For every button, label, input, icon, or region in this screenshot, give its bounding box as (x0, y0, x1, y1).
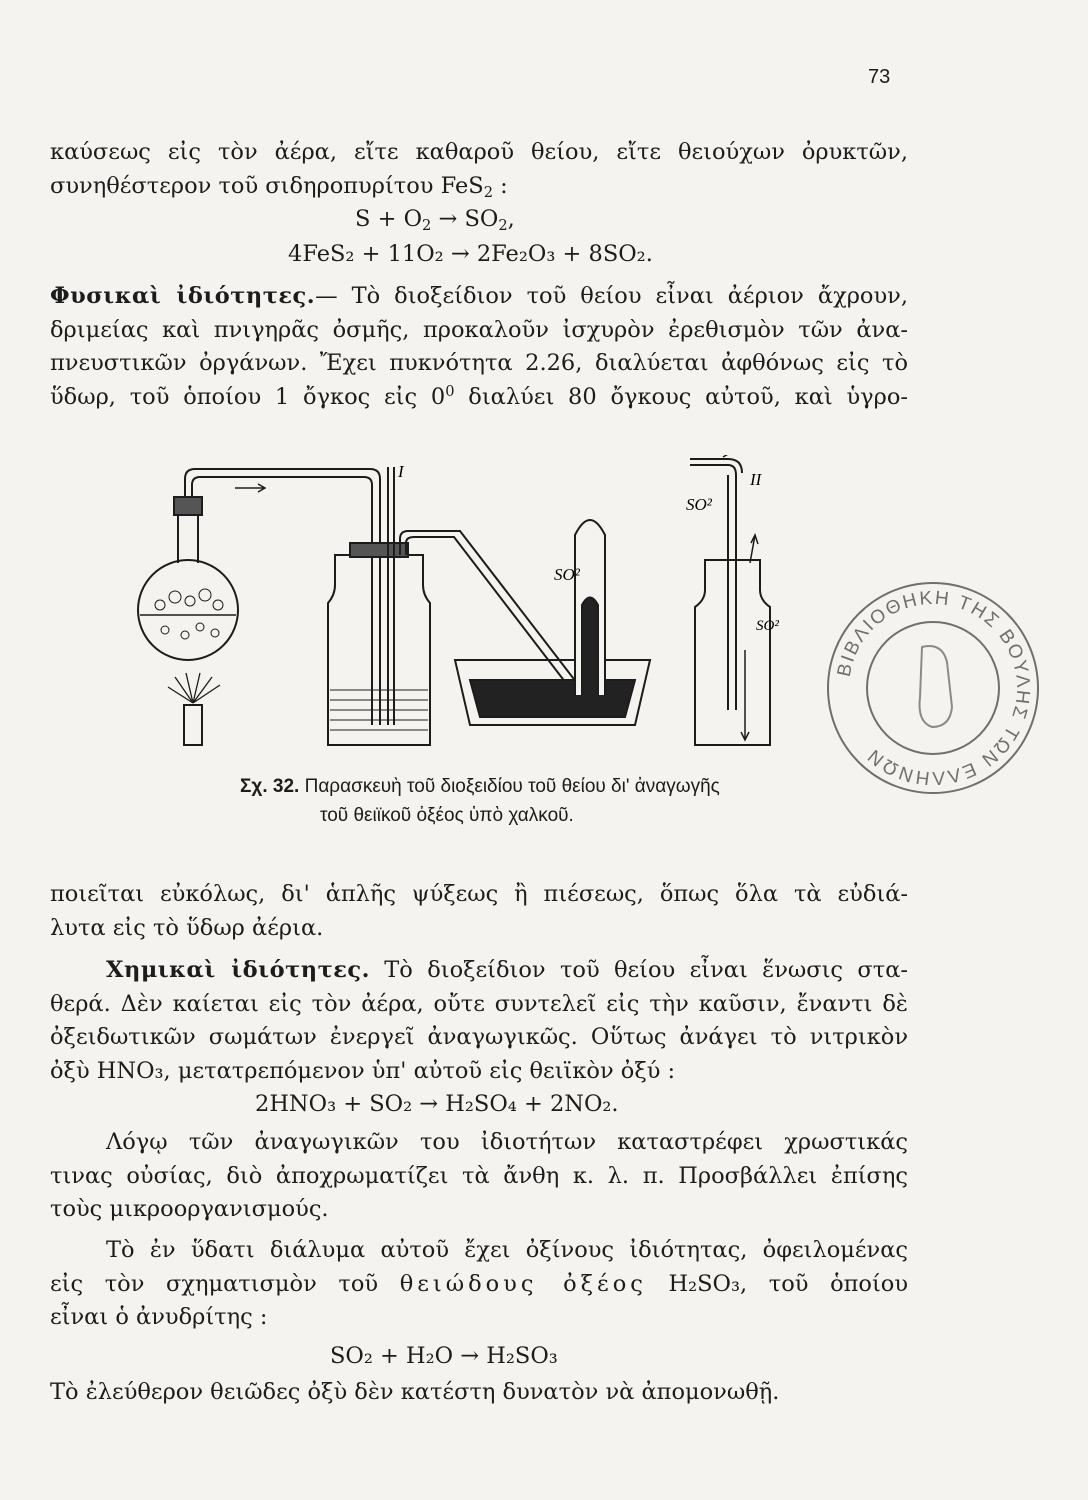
text-line: ὀξὺ HNO₃, μετατρεπόμενον ὑπ' αὐτοῦ εἰς θειϊκὸν ὀξύ : (50, 1057, 676, 1084)
equation-pyrite-roasting: 4FeS₂ + 11O₂ → 2Fe₂O₃ + 8SO₂. (288, 241, 653, 267)
section-heading-chemical: Χημικαὶ ἰδιότητες. (106, 957, 370, 983)
figure-caption: Σχ. 32. Παρασκευὴ τοῦ διοξειδίου τοῦ θείου δι' ἀναγωγῆς (240, 776, 720, 797)
equation-nitric-acid-reduction: 2HNO₃ + SO₂ → H₂SO₄ + 2NO₂. (255, 1091, 619, 1117)
paragraph-chemical-properties (50, 954, 908, 1088)
closing-line-wrap (50, 1376, 908, 1410)
figure-caption-line2: τοῦ θειϊκοῦ ὀξέος ὑπὸ χαλκοῦ. (320, 805, 574, 826)
burner (184, 705, 202, 745)
page-number: 73 (868, 66, 891, 88)
label-II: II (750, 470, 762, 489)
text-line: καύσεως εἰς τὸν ἀέρα, εἴτε καθαροῦ θείου, εἴτε θειούχων ὀρυκτῶν, (50, 139, 908, 165)
paragraph-liquefaction (50, 878, 908, 945)
caption-number: Σχ. 32. (240, 776, 300, 797)
equation-sulfur-combustion: $S + O_2 \to SO_2$, (355, 206, 515, 234)
text-line: Λόγῳ τῶν ἀναγωγικῶν του ἰδιοτήτων καταστρέφει χρωστικάς (106, 1129, 908, 1155)
text-line: θερά. Δὲν καίεται εἰς τὸν ἀέρα, οὔτε συντελεῖ εἰς τὴν καῦσιν, ἔναντι δὲ (50, 990, 908, 1017)
text-line: τοὺς μικροοργανισμούς. (50, 1196, 329, 1222)
round-flask (138, 560, 238, 660)
equation-sulfurous-acid: SO₂ + H₂O → H₂SO₃ (330, 1343, 558, 1369)
text-line: εἶναι ὁ ἀνυδρίτης : (50, 1304, 268, 1330)
delivery-tube-3 (728, 475, 736, 710)
label-so2-outlet: SO² (686, 495, 712, 514)
paragraph-intro (50, 136, 908, 203)
paragraph-sulfurous-acid (50, 1234, 908, 1335)
svg-text:ΒΙΒΛΙΟΘΗΚΗ ΤΗΣ ΒΟΥΛΗΣ ΤΩΝ ΕΛΛΗ: ΒΙΒΛΙΟΘΗΚΗ ΤΗΣ ΒΟΥΛΗΣ ΤΩΝ ΕΛΛΗΝΩΝ (833, 587, 1034, 789)
text-line: Τὸ ἐλεύθερον θειῶδες ὀξὺ δὲν κατέστη δυνατὸν νὰ ἀπομονωθῇ. (50, 1379, 780, 1405)
text-line: Τὸ ἐν ὕδατι διάλυμα αὐτοῦ ἔχει ὀξίνους ἰδιότητας, ὀφειλομένας (106, 1237, 908, 1263)
delivery-tube-1 (185, 469, 380, 725)
label-I: I (398, 462, 404, 481)
section-heading-physical: Φυσικαὶ ἰδιότητες. (50, 283, 316, 309)
text-line: ὕδωρ, τοῦ ὁποίου 1 ὄγκος εἰς $0^0$ διαλύει 80 ὄγκους αὐτοῦ, καὶ ὑγρο- (50, 382, 908, 410)
label-so2-jar: SO² (756, 618, 779, 634)
text-line: τινας οὐσίας, διὸ ἀποχρωματίζει τὰ ἄνθη κ. λ. π. Προσβάλλει ἐπίσης (50, 1162, 908, 1189)
text-line: συνηθέστερον τοῦ σιδηροπυρίτου FeS$_2$ : (50, 172, 508, 201)
burner-flame (168, 673, 220, 703)
apparatus-figure (130, 455, 790, 755)
text-line: δριμείας καὶ πνιγηρᾶς ὀσμῆς, προκαλοῦν ἰσχυρὸν ἐρεθισμὸν τῶν ἀνα- (50, 316, 908, 343)
gas-jar (695, 560, 770, 745)
text-line: λυτα εἰς τὸ ὕδωρ ἀέρια. (50, 914, 324, 941)
text-line: ποιεῖται εὐκόλως, δι' ἁπλῆς ψύξεως ἢ πιέσεως, ὅπως ὅλα τὰ εὐδιά- (50, 881, 908, 907)
text-line: πνευστικῶν ὀργάνων. Ἔχει πυκνότητα 2.26, διαλύεται ἀφθόνως εἰς τὸ (50, 350, 908, 376)
text-line: ὀξειδωτικῶν σωμάτων ἐνεργεῖ ἀναγωγικῶς. Οὕτως ἀνάγει τὸ νιτρικὸν (50, 1024, 908, 1050)
library-seal-stamp (822, 577, 1044, 799)
paragraph-bleaching (50, 1126, 908, 1227)
text-line: Χημικαὶ ἰδιότητες. Τὸ διοξείδιον τοῦ θείου εἶναι ἕνωσις στα- (106, 957, 908, 983)
spaced-term: θειώδους ὀξέος (399, 1270, 647, 1297)
paragraph-physical-properties (50, 280, 908, 414)
label-so2-tube: SO² (554, 565, 580, 584)
flow-arrow (235, 484, 265, 492)
text-line: Φυσικαὶ ἰδιότητες.— Τὸ διοξείδιον τοῦ θείου εἶναι ἀέριον ἄχρουν, (50, 283, 908, 309)
text-line: εἰς τὸν σχηματισμὸν τοῦ θειώδους ὀξέος H₂SO₃, τοῦ ὁποίου (50, 1270, 909, 1297)
